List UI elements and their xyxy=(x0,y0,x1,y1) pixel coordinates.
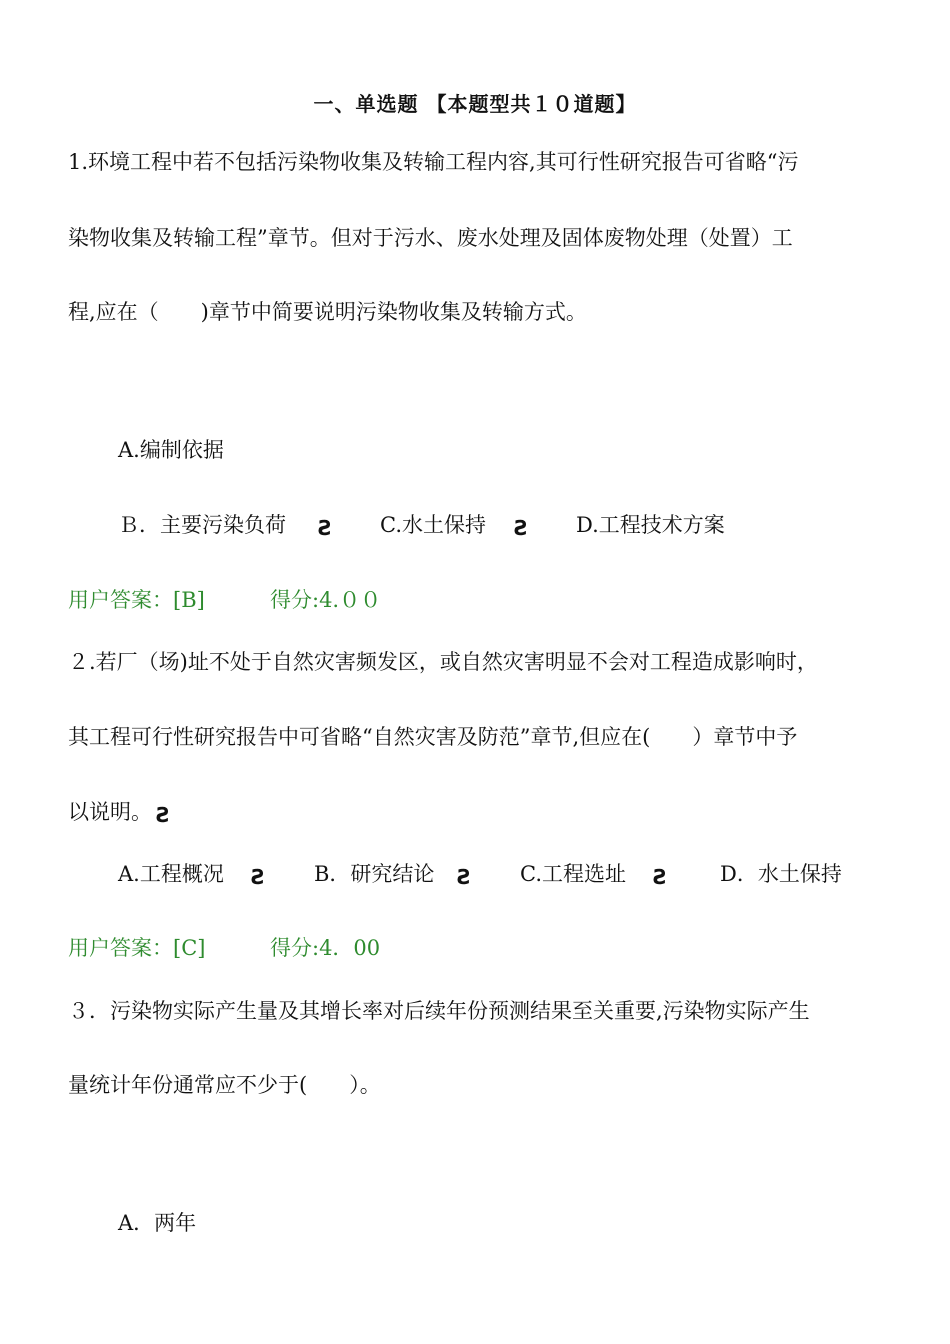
q1-text-line1: 1.环境工程中若不包括污染物收集及转输工程内容,其可行性研究报告可省略“污 xyxy=(68,150,799,174)
q2-mark-0: Ꙅ xyxy=(156,803,171,827)
q3-text-line2: 量统计年份通常应不少于( ）。 xyxy=(68,1073,381,1097)
q2-option-d: D．水土保持 xyxy=(720,862,842,886)
q2-score: 得分:4．00 xyxy=(270,936,381,960)
q1-option-a: A.编制依据 xyxy=(118,438,224,462)
q2-mark-3: Ꙅ xyxy=(653,865,668,889)
q1-text-line2: 染物收集及转输工程”章节。但对于污水、废水处理及固体废物处理（处置）工 xyxy=(68,226,793,250)
q2-option-c: C.工程选址 xyxy=(520,862,626,886)
q2-option-b: B．研究结论 xyxy=(314,862,435,886)
q1-mark-2: Ꙅ xyxy=(514,516,529,540)
section-title: 一、单选题 【本题型共１０道题】 xyxy=(313,92,637,116)
q1-option-d: D.工程技术方案 xyxy=(576,513,725,537)
q2-text-line1: ２.若厂（场)址不处于自然灾害频发区，或自然灾害明显不会对工程造成影响时， xyxy=(68,650,818,674)
q3-text-line1: ３．污染物实际产生量及其增长率对后续年份预测结果至关重要,污染物实际产生 xyxy=(68,999,810,1023)
q1-text-line3: 程,应在（ )章节中简要说明污染物收集及转输方式。 xyxy=(68,300,587,324)
q1-option-c: C.水土保持 xyxy=(380,513,486,537)
q1-option-b: Ｂ．主要污染负荷 xyxy=(118,513,286,537)
q1-score: 得分:4.００ xyxy=(270,588,382,612)
q2-text-line2: 其工程可行性研究报告中可省略“自然灾害及防范”章节,但应在( ）章节中予 xyxy=(68,725,798,749)
q2-user-answer: 用户答案：[C] xyxy=(68,936,206,960)
q1-user-answer: 用户答案：[B] xyxy=(68,588,205,612)
q2-mark-2: Ꙅ xyxy=(457,865,472,889)
q2-text-line3: 以说明。 xyxy=(68,800,152,824)
q2-option-a: A.工程概况 xyxy=(118,862,224,886)
q2-mark-1: Ꙅ xyxy=(251,865,266,889)
q3-option-a: A．两年 xyxy=(118,1211,197,1235)
q1-mark-1: Ꙅ xyxy=(318,516,333,540)
